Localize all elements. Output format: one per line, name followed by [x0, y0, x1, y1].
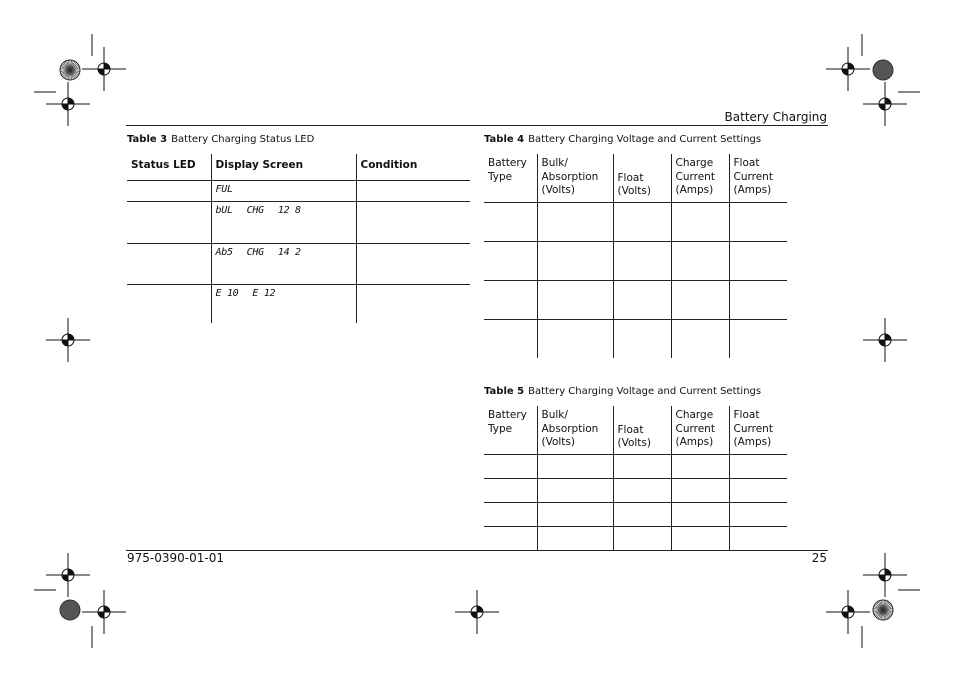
- table-row: [127, 243, 470, 284]
- page-number: 25: [811, 551, 827, 565]
- table3: [127, 154, 470, 323]
- table5: [484, 406, 787, 551]
- table3-header-status-led: Status LED: [131, 159, 196, 171]
- condition-cell: [356, 243, 470, 284]
- table5-caption-label: Table 5: [484, 386, 525, 397]
- table4-header-bulk-absorption: Bulk/ Absorption (Volts): [537, 154, 613, 202]
- table5-header-charge-current: Charge Current (Amps): [671, 406, 729, 454]
- table-cell: [729, 454, 787, 478]
- table-cell: [671, 502, 729, 526]
- table-cell: [671, 319, 729, 358]
- table-cell: [537, 478, 613, 502]
- table-cell: [613, 319, 671, 358]
- table-cell: [613, 280, 671, 319]
- table-cell: [613, 478, 671, 502]
- table-row: [484, 454, 787, 478]
- table3-caption-label: Table 3: [127, 134, 168, 145]
- table-cell: [537, 202, 613, 241]
- display-screen-cell: [211, 243, 356, 284]
- table-row: [127, 284, 470, 323]
- table4-header-float-current: Float Current (Amps): [729, 154, 787, 202]
- lcd-readout: 14 2: [277, 246, 301, 258]
- table-cell: [484, 478, 537, 502]
- table-cell: [537, 319, 613, 358]
- table-cell: [613, 526, 671, 550]
- condition-cell: [356, 180, 470, 201]
- lcd-readout: E 10: [215, 287, 239, 299]
- table-cell: [484, 502, 537, 526]
- table5-caption: [484, 386, 761, 397]
- table-cell: [671, 202, 729, 241]
- table-cell: [671, 280, 729, 319]
- table-row: [484, 280, 787, 319]
- table5-header-float-current: Float Current (Amps): [729, 406, 787, 454]
- status-led-cell: [127, 284, 211, 323]
- table-cell: [484, 241, 537, 280]
- table-row: [484, 319, 787, 358]
- condition-cell: [356, 284, 470, 323]
- table-row: [484, 478, 787, 502]
- table5-header-float-volts: Float (Volts): [613, 406, 671, 454]
- document-number: 975-0390-01-01: [127, 551, 224, 565]
- table-cell: [613, 502, 671, 526]
- status-led-cell: [127, 201, 211, 243]
- table-cell: [729, 478, 787, 502]
- table3-header-condition: Condition: [356, 154, 470, 180]
- table-cell: [537, 454, 613, 478]
- table-cell: [729, 502, 787, 526]
- table-row: [484, 502, 787, 526]
- table-cell: [671, 478, 729, 502]
- table-row: [127, 180, 470, 201]
- table3-caption: [127, 134, 314, 145]
- table-cell: [671, 241, 729, 280]
- table-row: [127, 201, 470, 243]
- table5-header-bulk-absorption: Bulk/ Absorption (Volts): [537, 406, 613, 454]
- table-cell: [671, 526, 729, 550]
- status-led-cell: [127, 243, 211, 284]
- table3-header-display-screen: Display Screen: [211, 154, 356, 180]
- footer-rule: [126, 550, 828, 551]
- header-rule: [126, 125, 828, 126]
- table-cell: [613, 241, 671, 280]
- table-cell: [484, 280, 537, 319]
- table-cell: [671, 454, 729, 478]
- lcd-readout: CHG: [246, 246, 264, 258]
- lcd-readout: bUL: [215, 204, 233, 216]
- gray-patch-icon: [60, 600, 80, 620]
- table5-caption-title: Battery Charging Voltage and Current Settings: [528, 386, 762, 397]
- table-cell: [484, 202, 537, 241]
- table-cell: [484, 319, 537, 358]
- table-row: [484, 202, 787, 241]
- table4: [484, 154, 787, 358]
- table-cell: [613, 454, 671, 478]
- display-screen-cell: [211, 201, 356, 243]
- table-cell: [537, 502, 613, 526]
- table-cell: [729, 241, 787, 280]
- lcd-readout: E 12: [252, 287, 276, 299]
- table4-header-battery-type: Battery Type: [488, 157, 527, 183]
- lcd-readout: 12 8: [277, 204, 301, 216]
- gray-patch-icon: [873, 60, 893, 80]
- table-cell: [484, 454, 537, 478]
- table-cell: [537, 241, 613, 280]
- table-cell: [537, 526, 613, 550]
- table-cell: [729, 526, 787, 550]
- running-header: Battery Charging: [724, 110, 827, 124]
- table4-header-float-volts: Float (Volts): [613, 154, 671, 202]
- table4-caption-title: Battery Charging Voltage and Current Settings: [528, 134, 762, 145]
- table-cell: [537, 280, 613, 319]
- lcd-readout: CHG: [246, 204, 264, 216]
- table-row: [484, 526, 787, 550]
- table3-caption-title: Battery Charging Status LED: [171, 134, 315, 145]
- table5-header-battery-type: Battery Type: [488, 409, 527, 435]
- table-cell: [729, 319, 787, 358]
- table-row: [484, 241, 787, 280]
- table-cell: [729, 280, 787, 319]
- table4-caption-label: Table 4: [484, 134, 525, 145]
- display-screen-cell: [211, 284, 356, 323]
- table-cell: [729, 202, 787, 241]
- table4-caption: [484, 134, 761, 145]
- status-led-cell: [127, 180, 211, 201]
- table-cell: [484, 526, 537, 550]
- display-screen-cell: [211, 180, 356, 201]
- lcd-readout: FUL: [215, 183, 233, 195]
- lcd-readout: Ab5: [215, 246, 233, 258]
- condition-cell: [356, 201, 470, 243]
- table-cell: [613, 202, 671, 241]
- table4-header-charge-current: Charge Current (Amps): [671, 154, 729, 202]
